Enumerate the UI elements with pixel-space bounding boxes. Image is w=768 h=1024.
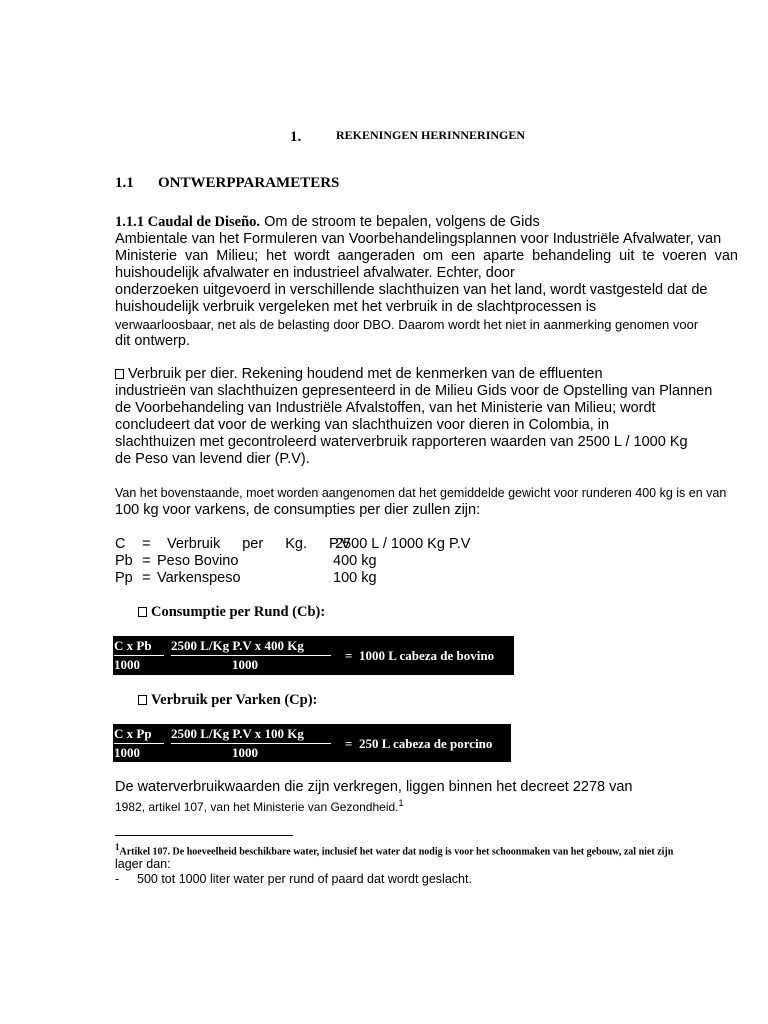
variable-symbol: Pb: [115, 553, 133, 569]
formula-denominator-1: 1000: [114, 657, 140, 672]
bullet-icon: [138, 607, 147, 617]
footnote-bold-text: Artikel 107. De hoeveelheid beschikbare water, inclusief het water dat nodig is voor het schoonmaken van het gebouw, zal niet zijn: [119, 846, 674, 858]
consumptie-per-rund-heading: [138, 604, 325, 621]
formula-result: 1000 L cabeza de bovino: [359, 648, 495, 663]
text-line: Ministerie van Milieu; het wordt aangeraden om een aparte behandeling uit te voeren van: [115, 248, 738, 264]
formula-label: Verbruik per Varken (Cp):: [151, 692, 318, 708]
conclusion-line-1: De waterverbruikwaarden die zijn verkregen, liggen binnen het decreet 2278 van: [115, 779, 633, 795]
variable-name: Verbruik per Kg. P.V: [167, 536, 351, 552]
verbruik-per-varken-heading: [138, 692, 317, 709]
formula-equals: =: [345, 648, 353, 663]
formula-numerator-2: 2500 L/Kg P.V x 400 Kg: [171, 638, 304, 653]
formula-denominator-2: 1000: [232, 657, 258, 672]
variable-name: Varkenspeso: [157, 570, 241, 586]
heading-1-number: 1.: [290, 129, 302, 145]
conclusion-paragraph: [115, 779, 632, 815]
formula-cp-box: [113, 724, 511, 762]
text-line: [115, 366, 738, 383]
variable-value: 400 kg: [333, 553, 377, 569]
fraction-bar: [114, 743, 164, 744]
fraction-bar: [114, 655, 164, 656]
section-first-line: [115, 214, 738, 231]
heading-1-title: REKENINGEN HERINNERINGEN: [336, 128, 526, 142]
variable-value: 100 kg: [333, 570, 377, 586]
fraction-bar: [171, 655, 331, 656]
heading-2-number: 1.1: [115, 175, 134, 191]
text-line: huishoudelijk verbruik vergeleken met het verbruik in de slachtprocessen is: [115, 299, 597, 315]
formula-denominator-1: 1000: [114, 745, 140, 760]
formula-numerator-2: 2500 L/Kg P.V x 100 Kg: [171, 726, 304, 741]
text-line: concludeert dat voor de werking van slachthuizen voor dieren in Colombia, in: [115, 417, 610, 433]
formula-result: 250 L cabeza de porcino: [359, 736, 493, 751]
footnote-line-2: lager dan:: [115, 857, 171, 871]
heading-2-title: ONTWERPPARAMETERS: [158, 175, 340, 191]
variable-symbol: Pp: [115, 570, 133, 586]
text-line: Van het bovenstaande, moet worden aangenomen dat het gemiddelde gewicht voor runderen 400 kg is en van: [115, 486, 727, 500]
text-line: de Peso van levend dier (P.V).: [115, 451, 310, 467]
variable-value: 2500 L / 1000 Kg P.V: [335, 536, 471, 552]
variable-equals: =: [142, 536, 151, 552]
variable-row: [115, 570, 515, 587]
list-item-text: 500 tot 1000 liter water per rund of paard dat wordt geslacht.: [137, 872, 472, 886]
text-line: de Voorbehandeling van Industriële Afvalstoffen, van het Ministerie van Milieu; wordt: [115, 400, 656, 416]
bullet-icon: [138, 695, 147, 705]
formula-equals: =: [345, 736, 353, 751]
text-line: dit ontwerp.: [115, 333, 190, 349]
formula-label: Consumptie per Rund (Cb):: [151, 604, 326, 620]
text-line: slachthuizen met gecontroleerd waterverbruik rapporteren waarden van 2500 L / 1000 Kg: [115, 434, 688, 450]
bullet-icon: [115, 369, 124, 379]
conclusion-line-2-text: 1982, artikel 107, van het Ministerie van Gezondheid.: [115, 800, 399, 814]
text-line: onderzoeken uitgevoerd in verschillende slachthuizen van het land, wordt vastgesteld dat de: [115, 282, 708, 298]
footnote-reference[interactable]: 1: [398, 798, 404, 808]
variables-list: [115, 536, 515, 587]
text-line: huishoudelijk afvalwater en industrieel afvalwater. Echter, door: [115, 265, 515, 281]
formula-cb-box: [113, 636, 514, 675]
section-caudal-de-diseno: [115, 214, 738, 350]
variable-name: Peso Bovino: [157, 553, 239, 569]
text-line-content: Verbruik per dier. Rekening houdend met de kenmerken van de effluenten: [128, 366, 603, 382]
footnote-separator: [115, 835, 293, 836]
variable-row: [115, 553, 515, 570]
fraction-bar: [171, 743, 331, 744]
text-line: Om de stroom te bepalen, volgens de Gids: [264, 214, 540, 230]
variable-row: [115, 536, 515, 553]
text-line: verwaarloosbaar, net als de belasting door DBO. Daarom wordt het niet in aanmerking genomen voor: [115, 317, 699, 332]
variable-symbol: C: [115, 536, 126, 552]
footnote-list-item: [115, 872, 472, 886]
variable-equals: =: [142, 553, 151, 569]
formula-denominator-2: 1000: [232, 745, 258, 760]
footnote-marker: 1: [115, 842, 120, 852]
section-label: 1.1.1 Caudal de Diseño.: [115, 214, 261, 230]
list-dash: -: [115, 872, 120, 886]
formula-numerator-1: C x Pb: [114, 638, 152, 653]
footnote-text: [115, 842, 673, 857]
text-line: industrieën van slachthuizen gepresenteerd in de Milieu Gids voor de Opstelling van Plannen: [115, 383, 713, 399]
text-line: 100 kg voor varkens, de consumpties per dier zullen zijn:: [115, 502, 481, 518]
conclusion-line-2: [115, 796, 632, 815]
verbruik-per-dier-paragraph: [115, 366, 738, 468]
variable-equals: =: [142, 570, 151, 586]
bovenstaande-paragraph: [115, 485, 738, 519]
formula-numerator-1: C x Pp: [114, 726, 152, 741]
text-line: Ambientale van het Formuleren van Voorbehandelingsplannen voor Industriële Afvalwater, van: [115, 231, 722, 247]
